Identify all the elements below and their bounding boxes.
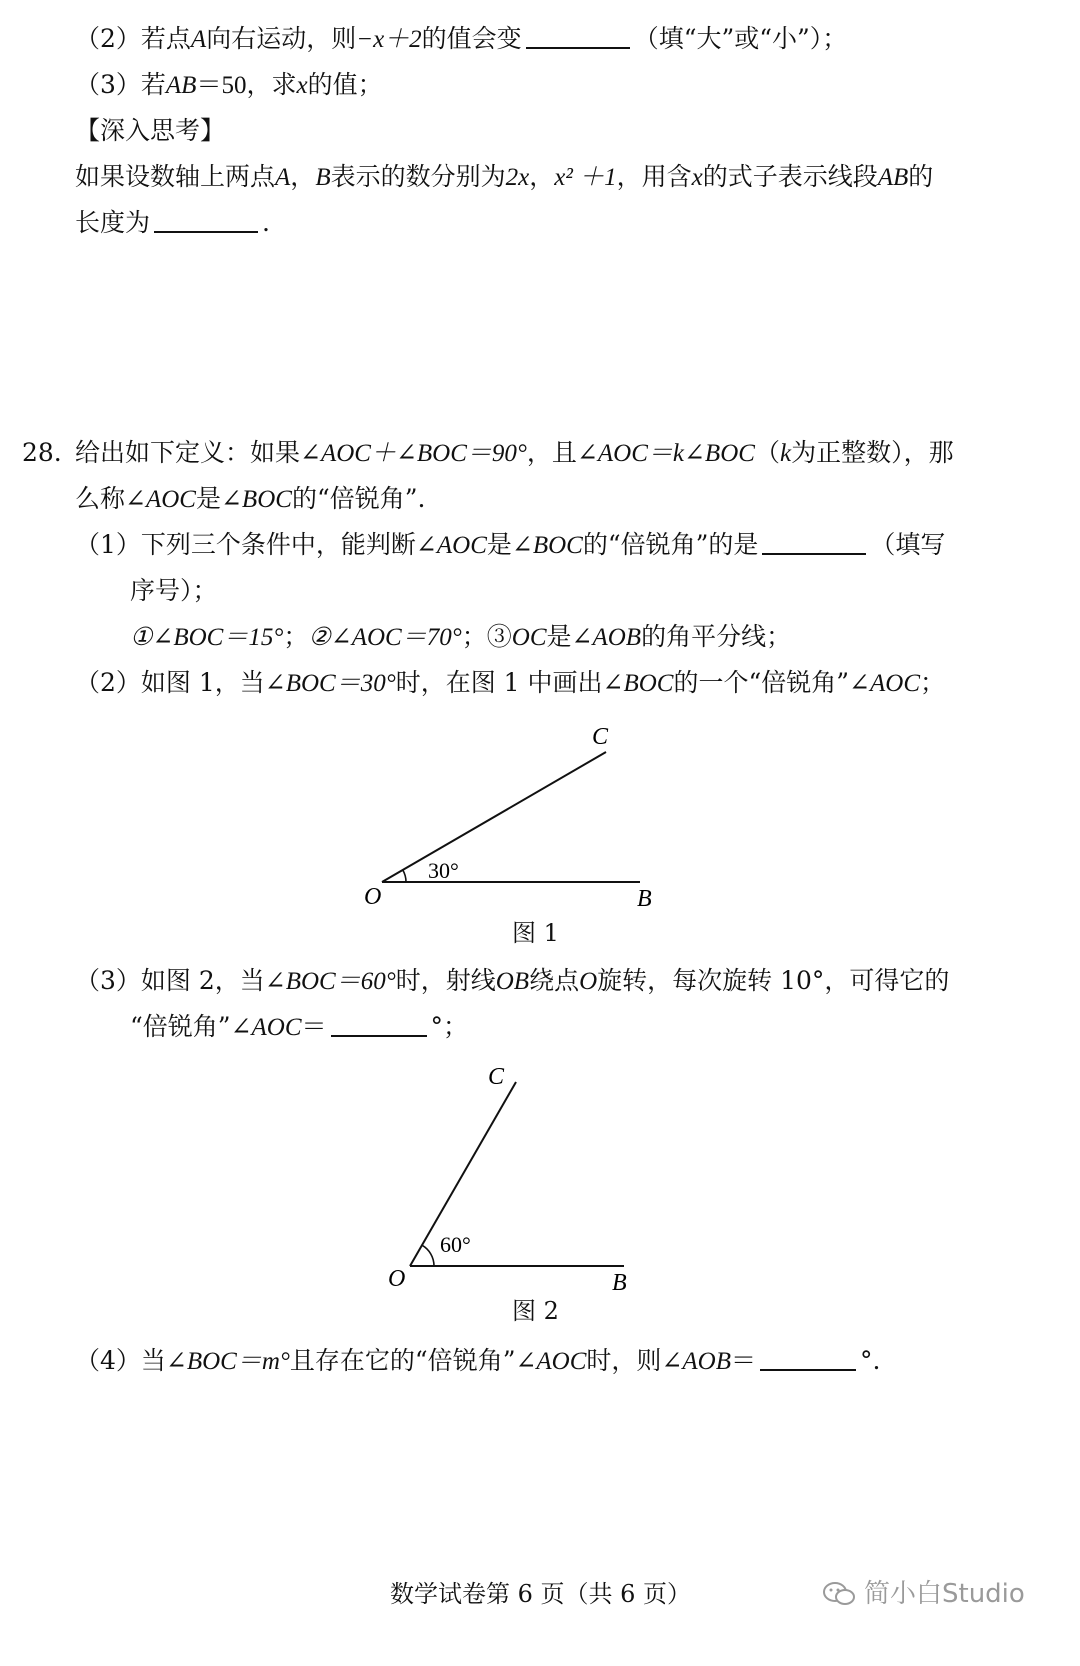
watermark xyxy=(822,1578,1025,1610)
q28-sub1-options: ①∠BOC＝15°；②∠AOC＝70°；③OC是∠AOB的角平分线； xyxy=(130,622,792,651)
label-c: C xyxy=(592,724,609,750)
ray-oc xyxy=(382,752,606,882)
q28-line1: 给出如下定义：如果∠AOC＋∠BOC＝90°，且∠AOC＝k∠BOC（k为正整数），那 xyxy=(75,438,954,467)
q28-sub3-line1: （3）如图 2，当∠BOC＝60°时，射线OB绕点O旋转，每次旋转 10°，可得它的 xyxy=(75,966,950,995)
label-b: B xyxy=(612,1270,627,1296)
page-footer: 数学试卷第 6 页（共 6 页） xyxy=(390,1580,692,1608)
watermark-text: 简小白Studio xyxy=(864,1579,1025,1609)
deep-thinking-title: 【深入思考】 xyxy=(75,116,226,145)
label-o: O xyxy=(388,1266,406,1292)
figure-2-caption: 图 2 xyxy=(512,1297,559,1325)
question-number: 28. xyxy=(22,438,62,467)
angle-label: 60° xyxy=(440,1232,471,1257)
angle-arc xyxy=(403,870,406,882)
q28-sub4: （4）当∠BOC＝m°且存在它的“倍锐角”∠AOC时，则∠AOB＝ °. xyxy=(75,1346,881,1375)
part3-line: （3）若AB＝50，求x的值； xyxy=(75,70,383,99)
deep-thinking-line1: 如果设数轴上两点A，B表示的数分别为2x，x² ＋1，用含x的式子表示线段AB的 xyxy=(75,162,934,191)
q28-sub1-line2: 序号）； xyxy=(130,576,218,605)
figure-1 xyxy=(360,722,680,922)
label-b: B xyxy=(637,886,652,912)
figure-1-caption: 图 1 xyxy=(512,919,559,947)
q28-sub1-line1: （1）下列三个条件中，能判断∠AOC是∠BOC的“倍锐角”的是 （填写 xyxy=(75,530,946,559)
answer-blank[interactable] xyxy=(762,529,866,555)
q28-sub2: （2）如图 1，当∠BOC＝30°时，在图 1 中画出∠BOC的一个“倍锐角”∠AOC； xyxy=(75,668,946,697)
angle-label: 30° xyxy=(428,858,459,883)
deep-thinking-line2: 长度为 . xyxy=(75,208,270,237)
q28-sub3-line2: “倍锐角”∠AOC＝ °； xyxy=(130,1012,469,1041)
wechat-icon xyxy=(822,1580,856,1608)
label-c: C xyxy=(488,1064,505,1090)
part2-line: （2）若点A向右运动，则−x＋2的值会变 （填“大”或“小”）； xyxy=(75,24,848,53)
answer-blank[interactable] xyxy=(526,23,630,49)
figure-2 xyxy=(380,1062,660,1302)
answer-blank[interactable] xyxy=(760,1345,856,1371)
answer-blank[interactable] xyxy=(331,1011,427,1037)
angle-arc xyxy=(422,1245,434,1266)
answer-blank[interactable] xyxy=(154,207,258,233)
q28-line2: 么称∠AOC是∠BOC的“倍锐角”. xyxy=(75,484,426,513)
label-o: O xyxy=(364,884,382,910)
